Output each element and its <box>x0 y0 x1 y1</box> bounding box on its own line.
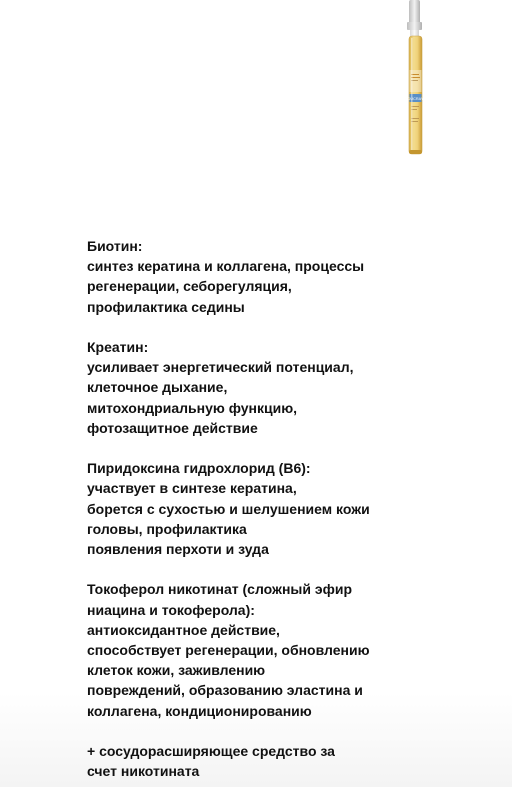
ingredient-line: головы, профилактика <box>87 520 247 537</box>
ingredient-line: фотозащитное действие <box>87 419 258 436</box>
ingredient-line: регенерации, себорегуляция, <box>87 278 292 295</box>
ingredient-line: клеточное дыхание, <box>87 379 228 396</box>
product-brand-text: DUCRAY <box>407 97 424 101</box>
ingredient-extra-note <box>87 741 507 781</box>
ingredient-tocopherol-nicotinate <box>87 579 507 720</box>
ingredient-line: способствует регенерации, обновлению <box>87 642 370 659</box>
ingredient-title: Креатин: <box>87 339 149 355</box>
ingredient-title: Биотин: <box>87 238 143 254</box>
ingredient-line: появления перхоти и зуда <box>87 541 269 558</box>
ingredient-line: счет никотината <box>87 763 200 780</box>
ingredient-line: синтез кератина и коллагена, процессы <box>87 258 365 275</box>
ingredients-text <box>87 236 507 787</box>
ingredient-line: повреждений, образованию эластина и <box>87 682 363 699</box>
ingredient-line: митохондриальную функцию, <box>87 399 298 416</box>
ingredient-title: ниацина и токоферола): <box>87 601 255 618</box>
ingredient-line: антиоксидантное действие, <box>87 621 280 638</box>
ingredient-pyridoxine <box>87 458 507 559</box>
ingredient-title: Токоферол никотинат (сложный эфир <box>87 581 353 598</box>
ingredient-line: профилактика седины <box>87 298 245 315</box>
ingredient-biotin <box>87 236 507 317</box>
product-bottle-image <box>372 0 460 160</box>
ingredient-line: + сосудорасширяющее средство за <box>87 743 335 760</box>
ingredient-title: Пиридоксина гидрохлорид (В6): <box>87 460 311 477</box>
ingredient-line: участвует в синтезе кератина, <box>87 480 297 497</box>
ingredient-line: коллагена, кондиционированию <box>87 702 312 719</box>
ingredient-line: усиливает энергетический потенциал, <box>87 359 354 376</box>
ingredient-line: борется с сухостью и шелушением кожи <box>87 500 370 517</box>
ingredient-creatine <box>87 337 507 438</box>
ingredient-line: клеток кожи, заживлению <box>87 662 266 679</box>
